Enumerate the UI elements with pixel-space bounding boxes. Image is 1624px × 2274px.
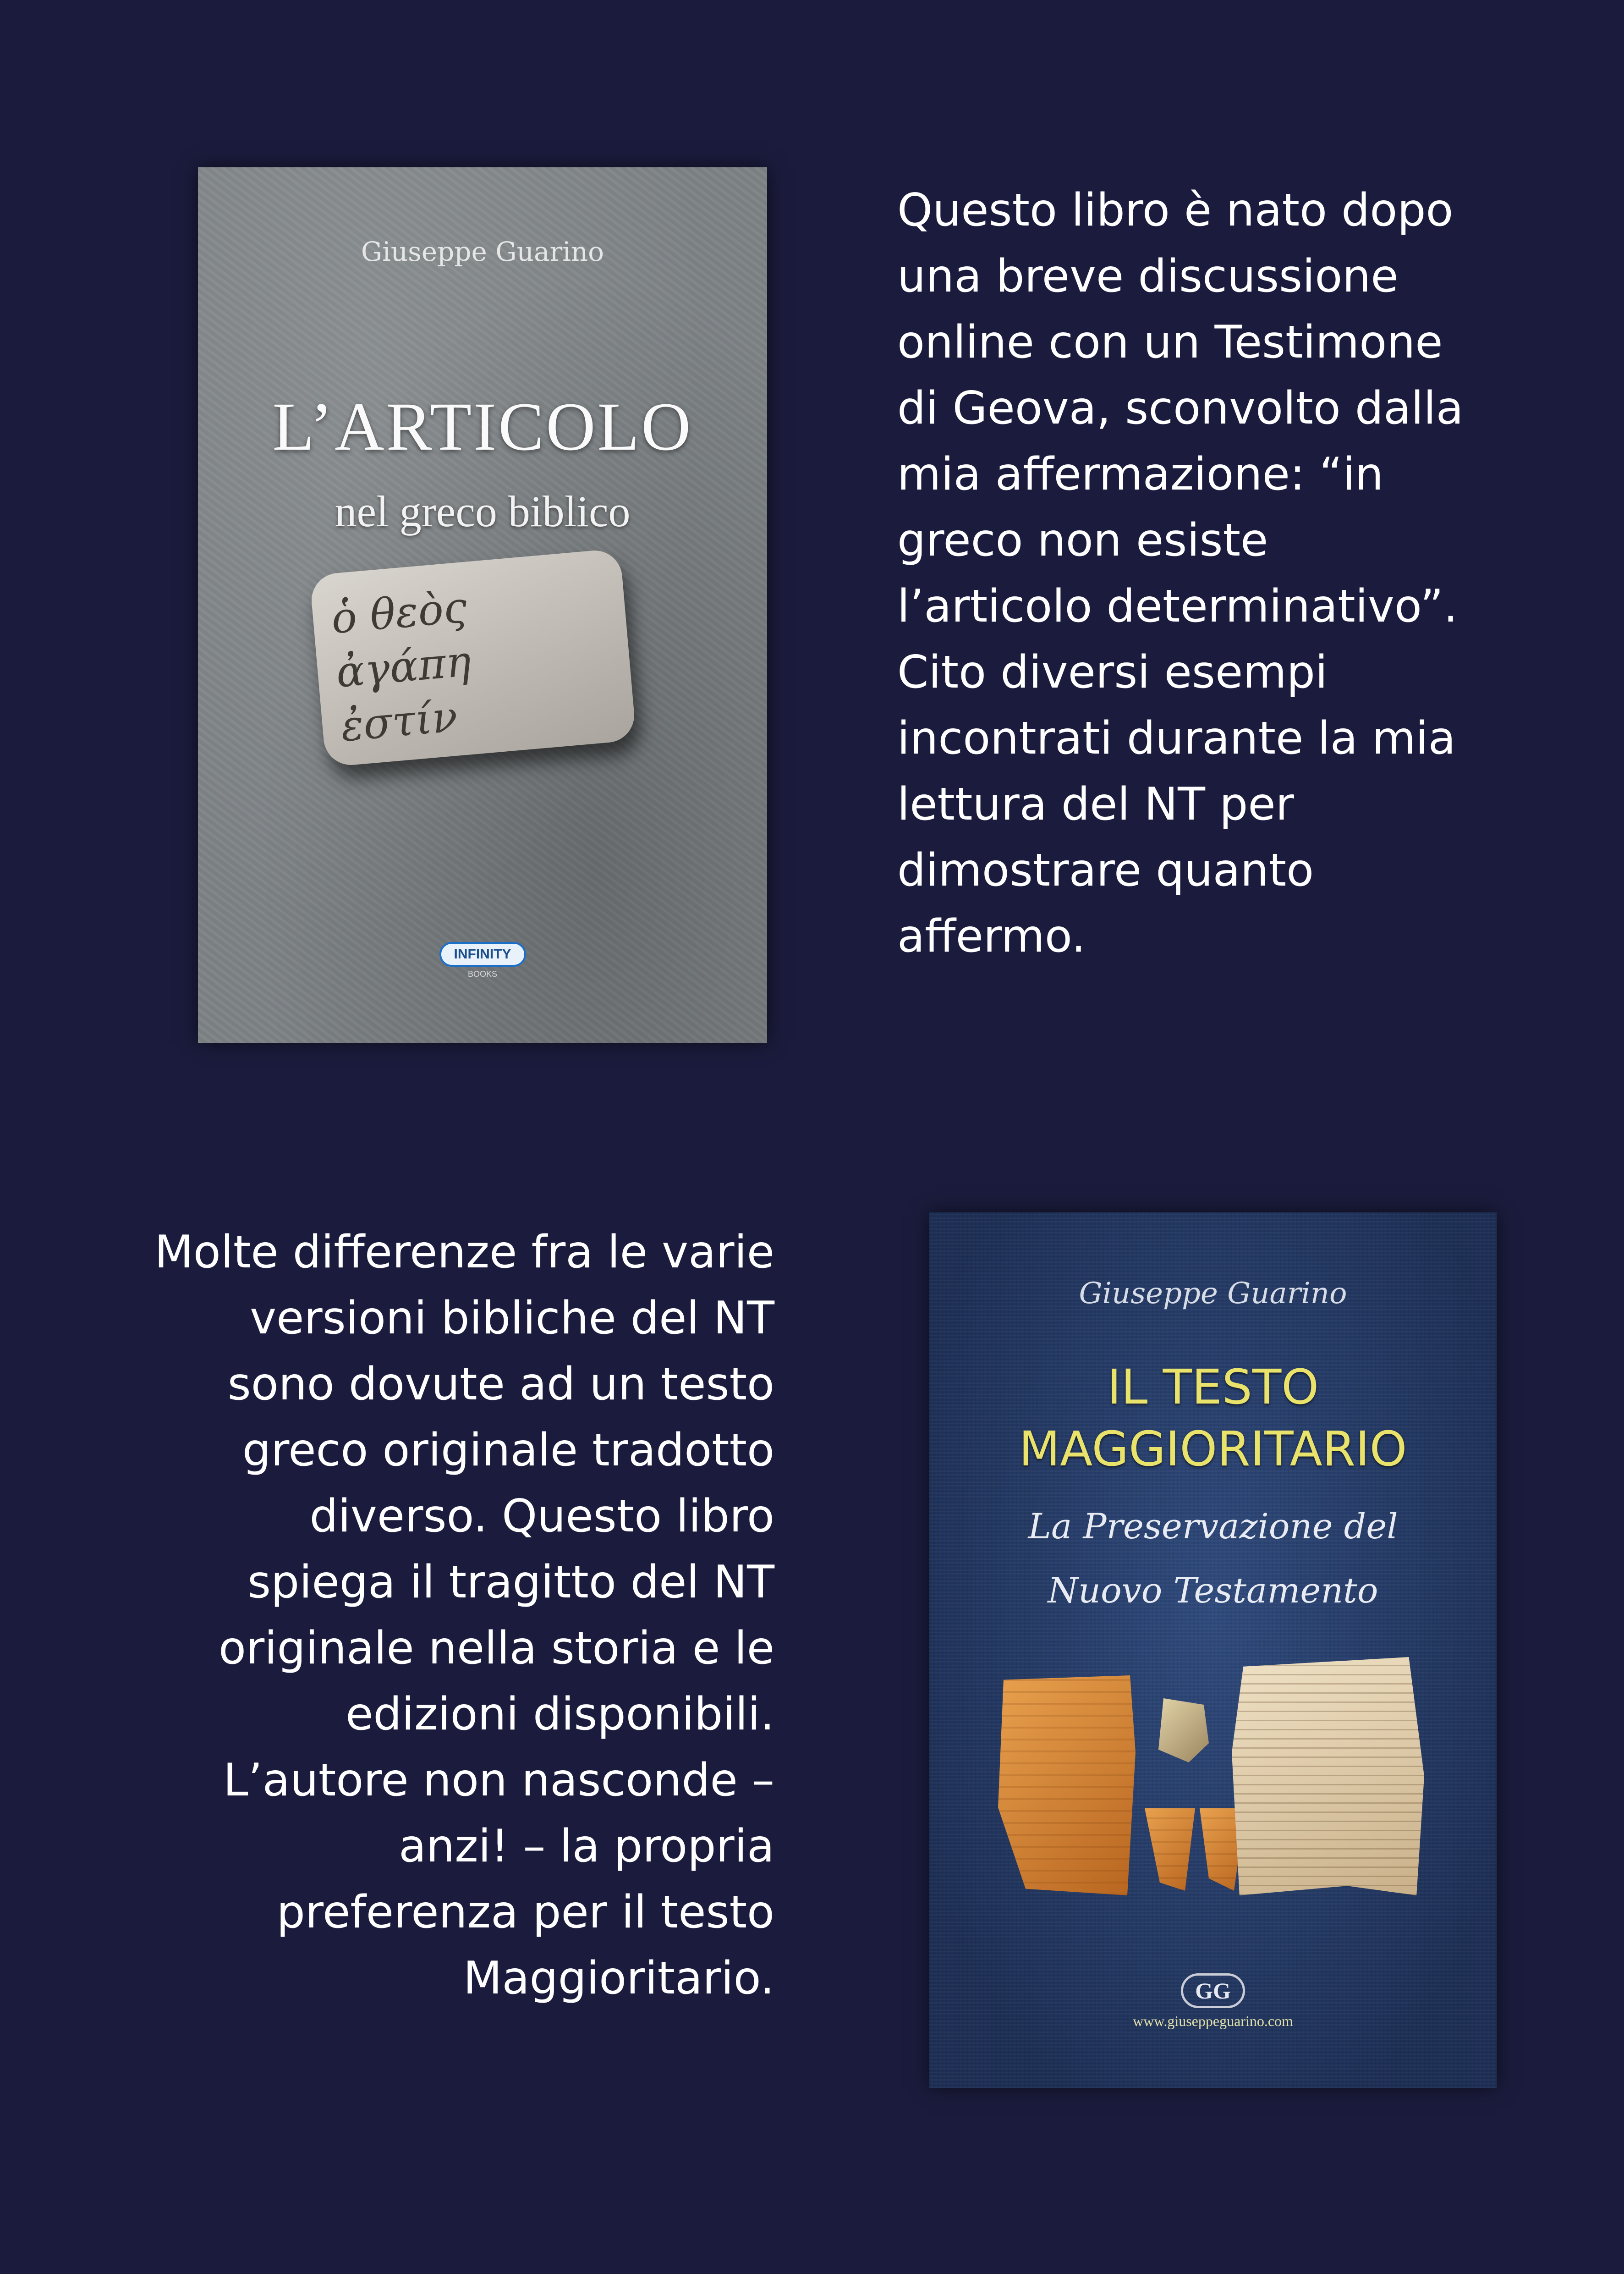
description-line: incontrati durante la mia (897, 712, 1456, 765)
description-line: greco non esiste (897, 514, 1268, 567)
description-line: l’articolo determinativo”. (897, 580, 1458, 633)
description-line: dimostrare quanto (897, 844, 1314, 897)
description-line: spiega il tragitto del NT (247, 1556, 774, 1608)
book2-description (154, 1219, 774, 2011)
website-url: www.giuseppeguarino.com (1133, 2013, 1293, 2029)
engraved-stone-image (309, 548, 636, 767)
description-line: Maggioritario. (463, 1952, 774, 2004)
cover-subtitle: nel greco biblico (335, 487, 631, 536)
description-line: Questo libro è nato dopo (897, 184, 1454, 237)
greek-line: ἐστίν (339, 692, 460, 751)
logo-mark: GG (1181, 1973, 1245, 2008)
description-line: lettura del NT per (897, 778, 1294, 831)
publisher-name: INFINITY (439, 942, 526, 967)
publisher-logo (198, 942, 767, 979)
description-line: L’autore non nasconde – (223, 1754, 774, 1806)
papyrus-fragment-image (1158, 1698, 1209, 1762)
papyrus-fragment-image (1145, 1808, 1195, 1891)
book-cover-testo-maggioritario (929, 1212, 1497, 2088)
cover-title-line: MAGGIORITARIO (1019, 1421, 1407, 1477)
description-line: versioni bibliche del NT (250, 1292, 774, 1344)
cover-title-line: IL TESTO (1107, 1359, 1319, 1415)
cover-title: L’ARTICOLO (272, 389, 693, 465)
publisher-sub: BOOKS (467, 969, 498, 979)
publisher-logo (929, 1973, 1497, 2030)
cover-author: Giuseppe Guarino (361, 236, 604, 267)
description-line: anzi! – la propria (399, 1820, 774, 1872)
book1-description (897, 177, 1464, 969)
greek-line: ἀγάπη (334, 636, 473, 697)
description-line: mia affermazione: “in (897, 448, 1384, 501)
cover-author: Giuseppe Guarino (1079, 1277, 1347, 1310)
description-line: una breve discussione (897, 250, 1399, 303)
cover-subtitle-line: La Preservazione del (1028, 1506, 1398, 1547)
description-line: affermo. (897, 910, 1086, 963)
description-line: online con un Testimone (897, 316, 1443, 369)
description-line: Molte differenze fra le varie (154, 1226, 774, 1278)
description-line: diverso. Questo libro (309, 1490, 774, 1542)
description-line: Cito diversi esempi (897, 646, 1328, 699)
greek-line: ὁ θεὸς (329, 582, 469, 644)
cover-subtitle-line: Nuovo Testamento (1048, 1570, 1378, 1611)
description-line: originale nella storia e le (219, 1622, 774, 1674)
papyrus-fragment-image (998, 1675, 1136, 1895)
description-line: preferenza per il testo (276, 1886, 774, 1938)
book-cover-articolo (198, 167, 767, 1043)
description-line: edizioni disponibili. (346, 1688, 774, 1740)
description-line: sono dovute ad un testo (227, 1358, 774, 1410)
description-line: di Geova, sconvolto dalla (897, 382, 1464, 435)
greek-inscription (329, 580, 478, 754)
description-line: greco originale tradotto (242, 1424, 774, 1476)
manuscript-page-image (1232, 1657, 1424, 1895)
